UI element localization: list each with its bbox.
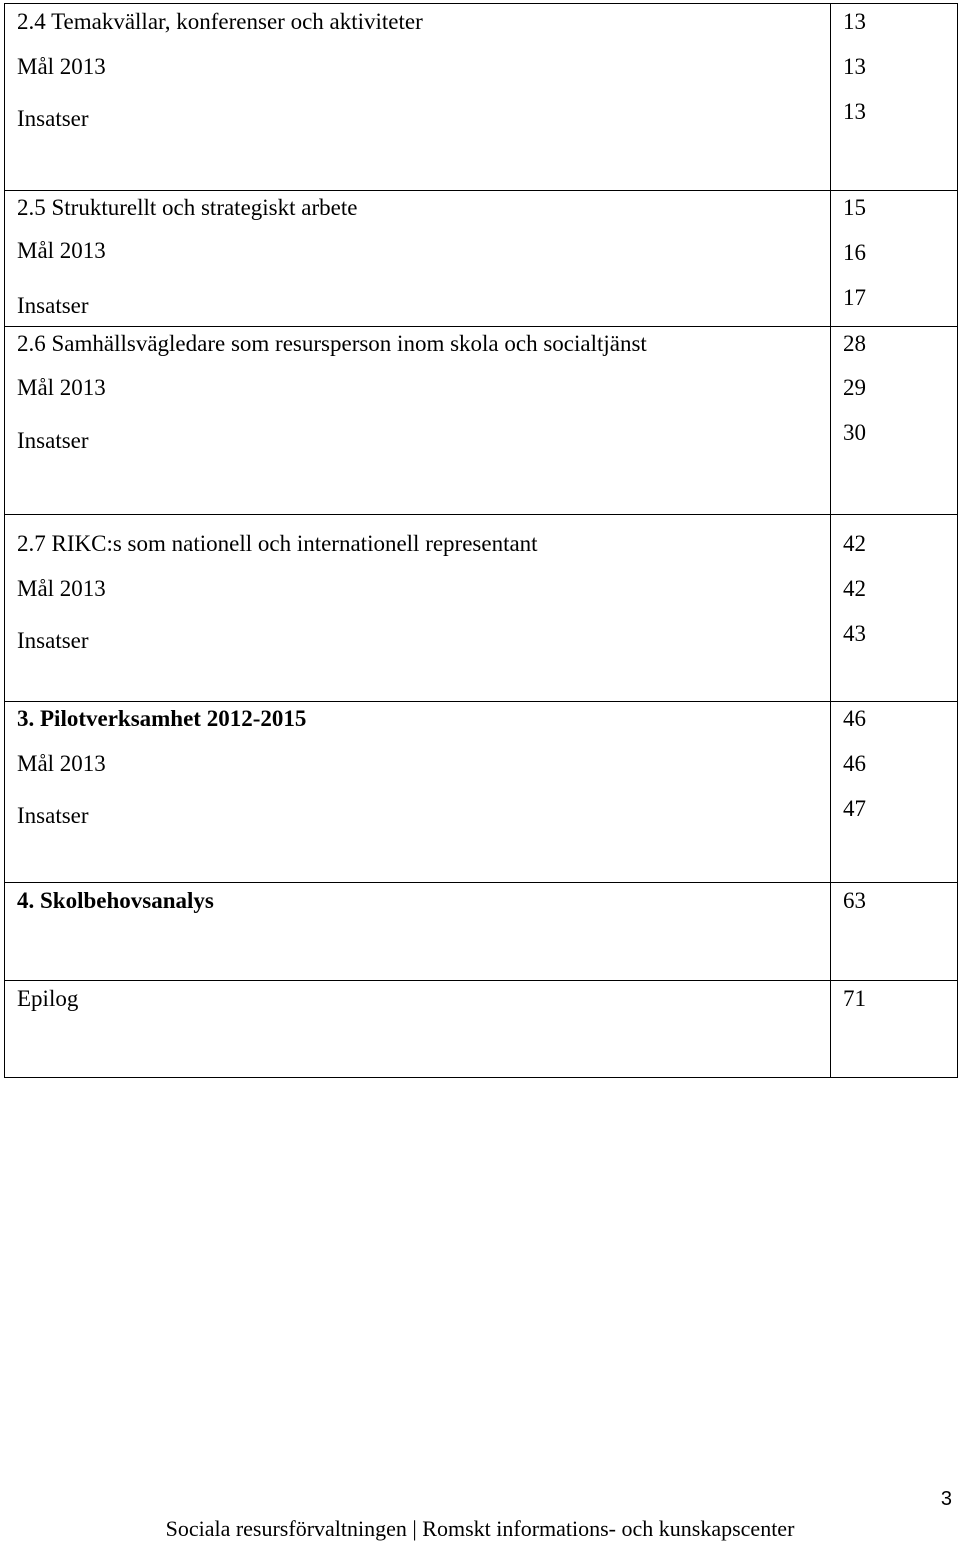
toc-row <box>4 980 958 1078</box>
toc-page-number: 29 <box>843 375 866 400</box>
toc-subitem: Insatser <box>17 293 89 318</box>
toc-page-number: 30 <box>843 420 866 445</box>
page-footer: Sociala resursförvaltningen | Romskt informations- och kunskapscenter <box>165 1516 795 1541</box>
toc-page-number: 13 <box>843 54 866 79</box>
toc-page-number: 42 <box>843 576 866 601</box>
toc-heading: 2.6 Samhällsvägledare som resursperson inom skola och socialtjänst <box>17 331 647 356</box>
toc-subitem: Mål 2013 <box>17 751 106 776</box>
toc-page-number: 16 <box>843 240 866 265</box>
toc-heading: Epilog <box>17 986 79 1011</box>
toc-page-number: 13 <box>843 9 866 34</box>
toc-subitem: Insatser <box>17 106 89 131</box>
toc-subitem: Mål 2013 <box>17 238 106 263</box>
toc-page-number: 47 <box>843 796 866 821</box>
toc-page-number: 63 <box>843 888 866 913</box>
toc-page-number: 71 <box>843 986 866 1011</box>
toc-page-number: 42 <box>843 531 866 556</box>
toc-page-number: 28 <box>843 331 866 356</box>
toc-subitem: Mål 2013 <box>17 576 106 601</box>
toc-page-number: 13 <box>843 99 866 124</box>
page-number: 3 <box>940 1488 952 1510</box>
toc-row <box>4 701 958 883</box>
toc-page-number: 46 <box>843 751 866 776</box>
toc-heading: 2.5 Strukturellt och strategiskt arbete <box>17 195 358 220</box>
toc-row <box>4 327 958 515</box>
toc-page-number: 15 <box>843 195 866 220</box>
toc-subitem: Mål 2013 <box>17 375 106 400</box>
toc-subitem: Insatser <box>17 428 89 453</box>
toc-subitem: Mål 2013 <box>17 54 106 79</box>
toc-subitem: Insatser <box>17 628 89 653</box>
toc-row <box>4 190 958 327</box>
table-of-contents <box>4 3 958 1078</box>
toc-heading: 4. Skolbehovsanalys <box>17 888 214 913</box>
toc-row <box>4 882 958 981</box>
toc-heading: 2.7 RIKC:s som nationell och internationell representant <box>17 531 538 556</box>
toc-subitem: Insatser <box>17 803 89 828</box>
toc-row <box>4 514 958 702</box>
toc-page-number: 46 <box>843 706 866 731</box>
toc-heading: 2.4 Temakvällar, konferenser och aktiviteter <box>17 9 423 34</box>
toc-page-number: 17 <box>843 285 866 310</box>
toc-row <box>4 3 958 191</box>
toc-heading: 3. Pilotverksamhet 2012-2015 <box>17 706 307 731</box>
toc-page-number: 43 <box>843 621 866 646</box>
